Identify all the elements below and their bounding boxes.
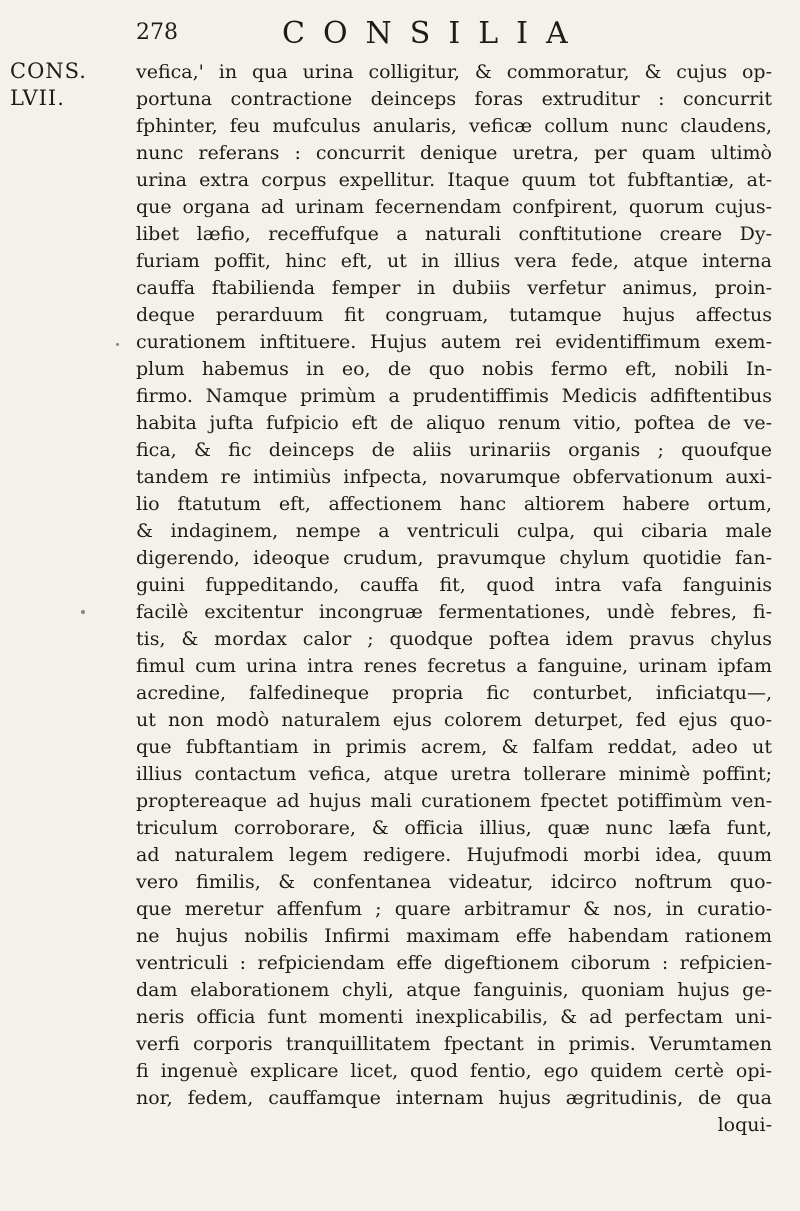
body-text bbox=[136, 59, 772, 1139]
text-line-34: ventriculi : refpiciendam effe digeftionem ciborum : refpicien- bbox=[136, 952, 772, 974]
text-line-22: tis, & mordax calor ; quodque poftea idem pravus chylus bbox=[136, 628, 772, 650]
text-line-25: ut non modò naturalem ejus colorem deturpet, fed ejus quo- bbox=[136, 709, 772, 731]
text-line-21: facilè excitentur incongruæ fermentationes, undè febres, fi- bbox=[136, 601, 772, 623]
paper-speck bbox=[116, 343, 119, 346]
text-line-32: que meretur affenfum ; quare arbitramur & nos, in curatio- bbox=[136, 898, 772, 920]
text-line-12: plum habemus in eo, de quo nobis fermo eft, nobili In- bbox=[136, 358, 772, 380]
running-head: CONSILIA bbox=[282, 16, 586, 51]
text-line-35: dam elaborationem chyli, atque fanguinis, quoniam hujus ge- bbox=[136, 979, 772, 1001]
text-line-37: verfi corporis tranquillitatem fpectant in primis. Verumtamen bbox=[136, 1033, 772, 1055]
paper-speck bbox=[81, 610, 85, 614]
text-line-10: deque perarduum fit congruam, tutamque hujus affectus bbox=[136, 304, 772, 326]
text-line-17: lio ftatutum eft, affectionem hanc altiorem habere ortum, bbox=[136, 493, 772, 515]
text-line-19: digerendo, ideoque crudum, pravumque chylum quotidie fan- bbox=[136, 547, 772, 569]
text-line-24: acredine, falfedineque propria fic conturbet, inficiatqu—, bbox=[136, 682, 772, 704]
text-line-1: vefica,' in qua urina colligitur, & commoratur, & cujus op- bbox=[136, 61, 772, 83]
text-line-5: urina extra corpus expellitur. Itaque quum tot fubftantiæ, at- bbox=[136, 169, 772, 191]
text-line-31: vero fimilis, & confentanea videatur, idcirco noftrum quo- bbox=[136, 871, 772, 893]
text-line-11: curationem inftituere. Hujus autem rei evidentiffimum exem- bbox=[136, 331, 772, 353]
text-line-8: furiam poffit, hinc eft, ut in illius vera fede, atque interna bbox=[136, 250, 772, 272]
text-line-14: habita jufta fufpicio eft de aliquo renum vitio, poftea de ve- bbox=[136, 412, 772, 434]
text-line-3: fphinter, feu mufculus anularis, veficæ collum nunc claudens, bbox=[136, 115, 772, 137]
text-line-23: fimul cum urina intra renes fecretus a fanguine, urinam ipfam bbox=[136, 655, 772, 677]
text-line-26: que fubftantiam in primis acrem, & falfam reddat, adeo ut bbox=[136, 736, 772, 758]
margin-note-consilium: CONS. bbox=[10, 59, 87, 83]
text-line-27: illius contactum vefica, atque uretra tollerare minimè poffint; bbox=[136, 763, 772, 785]
margin-note bbox=[10, 58, 110, 112]
text-line-18: & indaginem, nempe a ventriculi culpa, qui cibaria male bbox=[136, 520, 772, 542]
text-line-4: nunc referans : concurrit denique uretra, per quam ultimò bbox=[136, 142, 772, 164]
text-line-2: portuna contractione deinceps foras extruditur : concurrit bbox=[136, 88, 772, 110]
text-line-6: que organa ad urinam fecernendam confpirent, quorum cujus- bbox=[136, 196, 772, 218]
text-line-36: neris officia funt momenti inexplicabilis, & ad perfectam uni- bbox=[136, 1006, 772, 1028]
text-line-13: firmo. Namque primùm a prudentiffimis Medicis adfiftentibus bbox=[136, 385, 772, 407]
text-line-39: nor, fedem, cauffamque internam hujus ægritudinis, de qua bbox=[136, 1087, 772, 1109]
text-line-9: cauffa ftabilienda femper in dubiis verfetur animus, proin- bbox=[136, 277, 772, 299]
text-line-30: ad naturalem legem redigere. Hujufmodi morbi idea, quum bbox=[136, 844, 772, 866]
text-line-20: guini fuppeditando, cauffa fit, quod intra vafa fanguinis bbox=[136, 574, 772, 596]
text-line-7: libet læfio, receffufque a naturali conftitutione creare Dy- bbox=[136, 223, 772, 245]
text-line-16: tandem re intimiùs infpecta, novarumque obfervationum auxi- bbox=[136, 466, 772, 488]
text-line-38: fi ingenuè explicare licet, quod fentio, ego quidem certè opi- bbox=[136, 1060, 772, 1082]
catchword: loqui- bbox=[717, 1114, 772, 1136]
text-line-29: triculum corroborare, & officia illius, quæ nunc læfa funt, bbox=[136, 817, 772, 839]
text-line-28: proptereaque ad hujus mali curationem fpectet potiffimùm ven- bbox=[136, 790, 772, 812]
text-line-33: ne hujus nobilis Infirmi maximam effe habendam rationem bbox=[136, 925, 772, 947]
text-line-15: fica, & fic deinceps de aliis urinariis organis ; quoufque bbox=[136, 439, 772, 461]
page-number: 278 bbox=[136, 20, 178, 45]
margin-note-number: LVII. bbox=[10, 86, 65, 110]
